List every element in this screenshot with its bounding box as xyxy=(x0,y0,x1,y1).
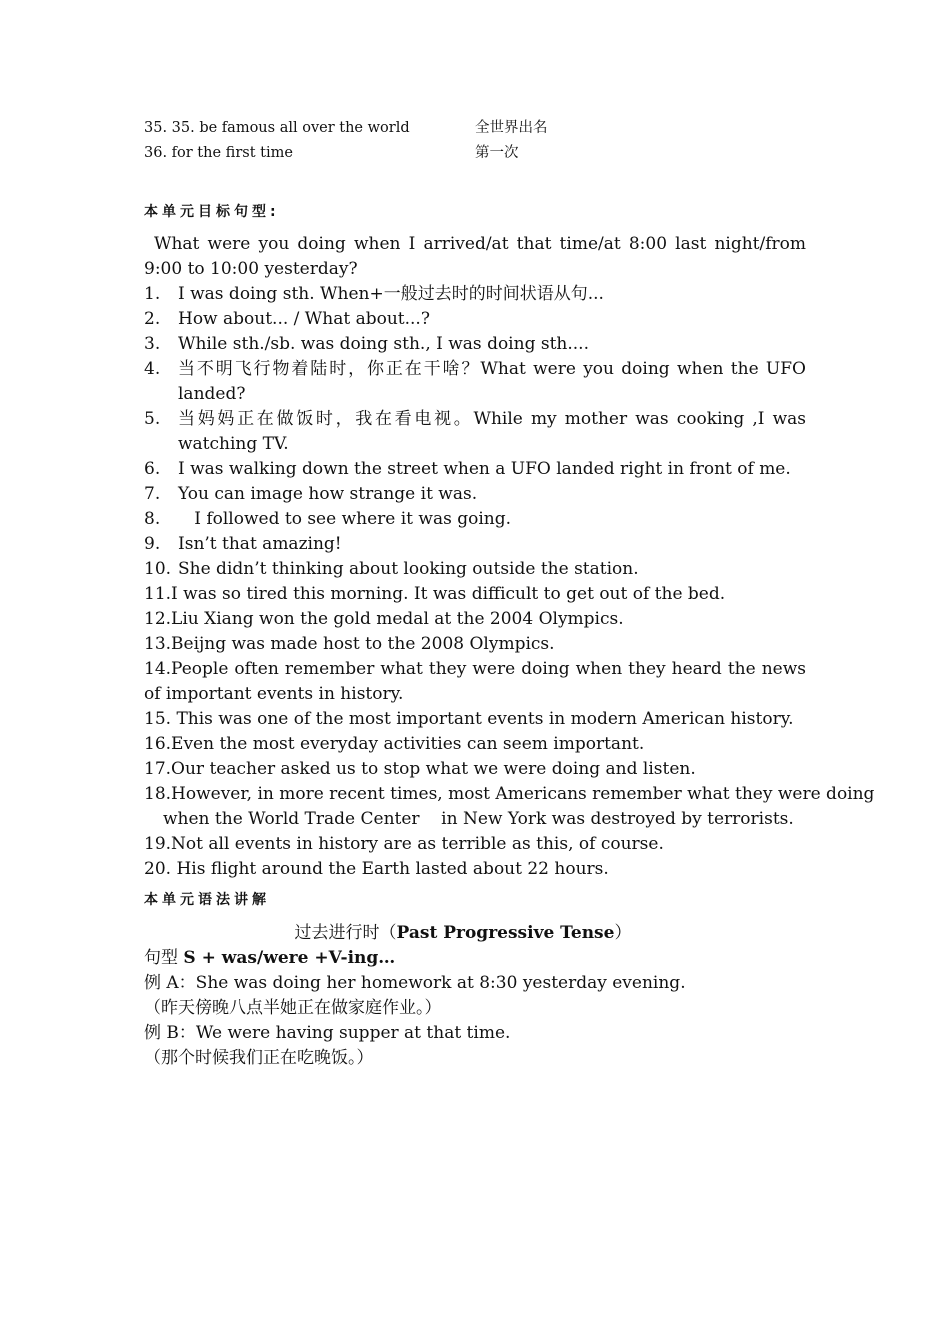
item-text-line: 18.However, in more recent times, most Americans remember what they were doing xyxy=(144,784,875,804)
example-a-translation: （昨天傍晚八点半她正在做家庭作业。） xyxy=(144,998,442,1018)
numbered-sentence-list xyxy=(144,282,875,882)
example-a: 例 A：She was doing her homework at 8:30 yesterday evening. xyxy=(144,973,686,993)
phrase-row xyxy=(144,116,806,141)
list-item xyxy=(144,307,806,332)
grammar-heading-prefix: 过去进行时（ xyxy=(294,923,397,943)
example-b: 例 B：We were having supper at that time. xyxy=(144,1023,511,1043)
list-item xyxy=(144,782,875,832)
section-title-target-sentences: 本单元目标句型: xyxy=(144,204,280,220)
list-item xyxy=(144,557,806,582)
item-number: 10. xyxy=(144,559,172,579)
phrase-english: 35. 35. be famous all over the world xyxy=(144,120,410,136)
item-text: I was doing sth. When+一般过去时的时间状语从句... xyxy=(178,284,604,304)
item-text: 当不明飞行物着陆时，你正在干啥？What were you doing when the UFO landed? xyxy=(178,359,806,404)
item-number: 7. xyxy=(144,484,161,504)
phrase-row xyxy=(144,141,806,166)
item-text: While sth./sb. was doing sth., I was doing sth.... xyxy=(178,334,589,354)
list-item xyxy=(144,457,806,482)
item-number: 6. xyxy=(144,459,161,479)
item-text: I followed to see where it was going. xyxy=(178,509,512,529)
item-text-line: when the World Trade Center in New York was destroyed by terrorists. xyxy=(163,809,794,829)
list-item: 13.Beijng was made host to the 2008 Olympics. xyxy=(144,634,555,654)
list-item xyxy=(144,532,806,557)
item-number: 4. xyxy=(144,359,161,379)
item-text: You can image how strange it was. xyxy=(178,484,478,504)
grammar-heading-bold: Past Progressive Tense xyxy=(396,923,615,943)
list-item xyxy=(144,332,806,357)
phrase-chinese: 第一次 xyxy=(475,145,519,161)
intro-question: What were you doing when I arrived/at that time/at 8:00 last night/from 9:00 to 10:00 yesterday? xyxy=(144,234,806,279)
section-title-grammar: 本单元语法讲解 xyxy=(144,892,270,908)
item-text: I was walking down the street when a UFO landed right in front of me. xyxy=(178,459,791,479)
item-number: 9. xyxy=(144,534,161,554)
list-item: 16.Even the most everyday activities can seem important. xyxy=(144,734,645,754)
list-item: 15. This was one of the most important events in modern American history. xyxy=(144,709,794,729)
list-item xyxy=(144,507,806,532)
list-item xyxy=(144,357,806,407)
example-b-translation: （那个时候我们正在吃晚饭。） xyxy=(144,1048,374,1068)
pattern-label: 句型 xyxy=(144,948,184,968)
phrase-chinese: 全世界出名 xyxy=(475,120,548,136)
item-text: Isn’t that amazing! xyxy=(178,534,342,554)
list-item xyxy=(144,482,806,507)
phrase-english: 36. for the first time xyxy=(144,145,293,161)
grammar-heading-suffix: ） xyxy=(614,923,632,943)
item-number: 8. xyxy=(144,509,161,529)
item-number: 3. xyxy=(144,334,161,354)
list-item: 17.Our teacher asked us to stop what we were doing and listen. xyxy=(144,759,696,779)
item-number: 1. xyxy=(144,284,161,304)
list-item: 12.Liu Xiang won the gold medal at the 2004 Olympics. xyxy=(144,609,624,629)
list-item: 19.Not all events in history are as terrible as this, of course. xyxy=(144,834,664,854)
list-item: 14.People often remember what they were doing when they heard the news of important events in history. xyxy=(144,659,806,704)
list-item xyxy=(144,407,806,457)
list-item: 20. His flight around the Earth lasted about 22 hours. xyxy=(144,859,609,879)
document-page xyxy=(144,116,875,1071)
item-number: 5. xyxy=(144,409,161,429)
item-text: How about... / What about...? xyxy=(178,309,430,329)
list-item xyxy=(144,282,806,307)
item-text: 当妈妈正在做饭时，我在看电视。While my mother was cooking ,I was watching TV. xyxy=(178,409,806,454)
pattern-formula: S + was/were +V-ing… xyxy=(183,948,396,968)
grammar-heading xyxy=(144,921,806,946)
list-item: 11.I was so tired this morning. It was difficult to get out of the bed. xyxy=(144,584,726,604)
item-number: 2. xyxy=(144,309,161,329)
sentence-pattern xyxy=(144,946,806,971)
item-text: She didn’t thinking about looking outside the station. xyxy=(178,559,639,579)
